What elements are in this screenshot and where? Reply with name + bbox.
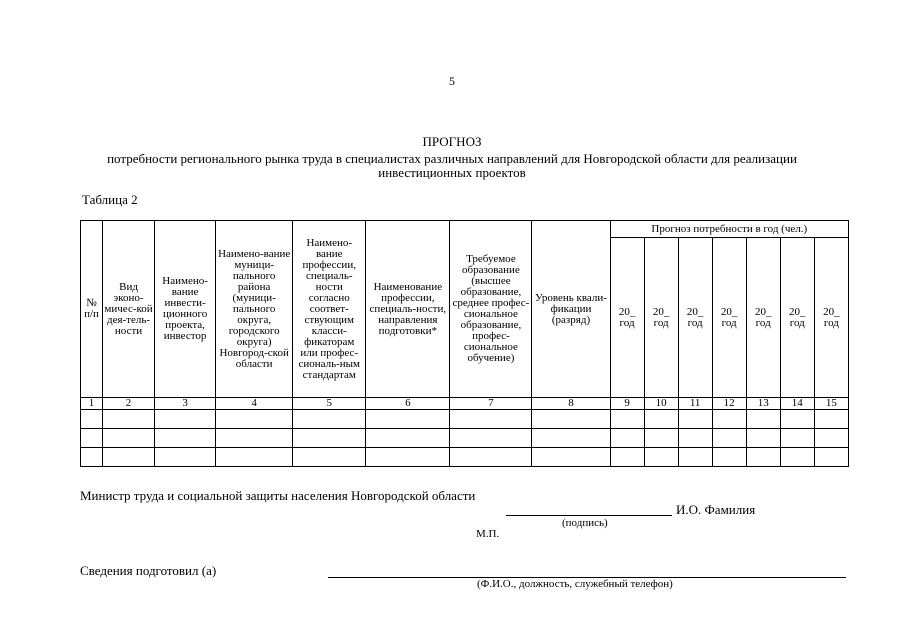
prepared-by-caption: (Ф.И.О., должность, служебный телефон) bbox=[477, 578, 673, 590]
column-number: 5 bbox=[293, 398, 366, 410]
column-number: 13 bbox=[746, 398, 780, 410]
table-caption: Таблица 2 bbox=[82, 192, 138, 207]
header-forecast-group: Прогноз потребности в год (чел.) bbox=[610, 221, 848, 238]
column-number: 12 bbox=[712, 398, 746, 410]
table-row bbox=[81, 448, 849, 467]
signature-name: И.О. Фамилия bbox=[676, 502, 756, 517]
header-qualification-level: Уровень квали-фикации (разряд) bbox=[532, 221, 610, 398]
header-required-education: Требуемое образование (высшее образование, среднее профес-сиональное образование, профес-сиональное обучение) bbox=[450, 221, 532, 398]
column-number: 9 bbox=[610, 398, 644, 410]
header-activity-type: Вид эконо-мичес-кой дея-тель-ности bbox=[103, 221, 155, 398]
column-number: 10 bbox=[644, 398, 678, 410]
column-number: 4 bbox=[216, 398, 293, 410]
table-row bbox=[81, 429, 849, 448]
signature-line bbox=[506, 515, 672, 516]
stamp-label: М.П. bbox=[476, 528, 500, 540]
column-number: 7 bbox=[450, 398, 532, 410]
header-project-name: Наимено-вание инвести-ционного проекта, инвестор bbox=[155, 221, 216, 398]
header-year-2: 20_ год bbox=[644, 238, 678, 398]
forecast-table bbox=[80, 220, 849, 467]
column-number: 8 bbox=[532, 398, 610, 410]
column-number: 3 bbox=[155, 398, 216, 410]
header-district: Наимено-вание муници-пального района (муници-пального округа, городского округа) Новгород-ской области bbox=[216, 221, 293, 398]
minister-title: Министр труда и социальной защиты населения Новгородской области bbox=[80, 488, 476, 503]
column-number: 6 bbox=[366, 398, 450, 410]
header-year-4: 20_ год bbox=[712, 238, 746, 398]
document-title: ПРОГНОЗ bbox=[422, 134, 482, 149]
signature-caption: (подпись) bbox=[562, 517, 608, 529]
table-row bbox=[81, 410, 849, 429]
page-number: 5 bbox=[449, 74, 455, 88]
column-number: 2 bbox=[103, 398, 155, 410]
header-profession-classifier: Наимено-вание профессии, специаль-ности согласно соответ-ствующим класси-фикаторам или профес-сиональ-ным стандартам bbox=[293, 221, 366, 398]
column-number-row bbox=[81, 398, 849, 410]
header-year-3: 20_ год bbox=[678, 238, 712, 398]
prepared-by-label: Сведения подготовил (а) bbox=[80, 563, 217, 578]
column-number: 1 bbox=[81, 398, 103, 410]
header-year-7: 20_ год bbox=[814, 238, 848, 398]
header-number: № п/п bbox=[81, 221, 103, 398]
column-number: 15 bbox=[814, 398, 848, 410]
column-number: 14 bbox=[780, 398, 814, 410]
document-subtitle: потребности регионального рынка труда в специалистах различных направлений для Новгородской области для реализации инвестиционных проектов bbox=[107, 151, 797, 180]
header-year-1: 20_ год bbox=[610, 238, 644, 398]
header-year-6: 20_ год bbox=[780, 238, 814, 398]
column-number: 11 bbox=[678, 398, 712, 410]
header-year-5: 20_ год bbox=[746, 238, 780, 398]
header-profession-name: Наименование профессии, специаль-ности, направления подготовки* bbox=[366, 221, 450, 398]
